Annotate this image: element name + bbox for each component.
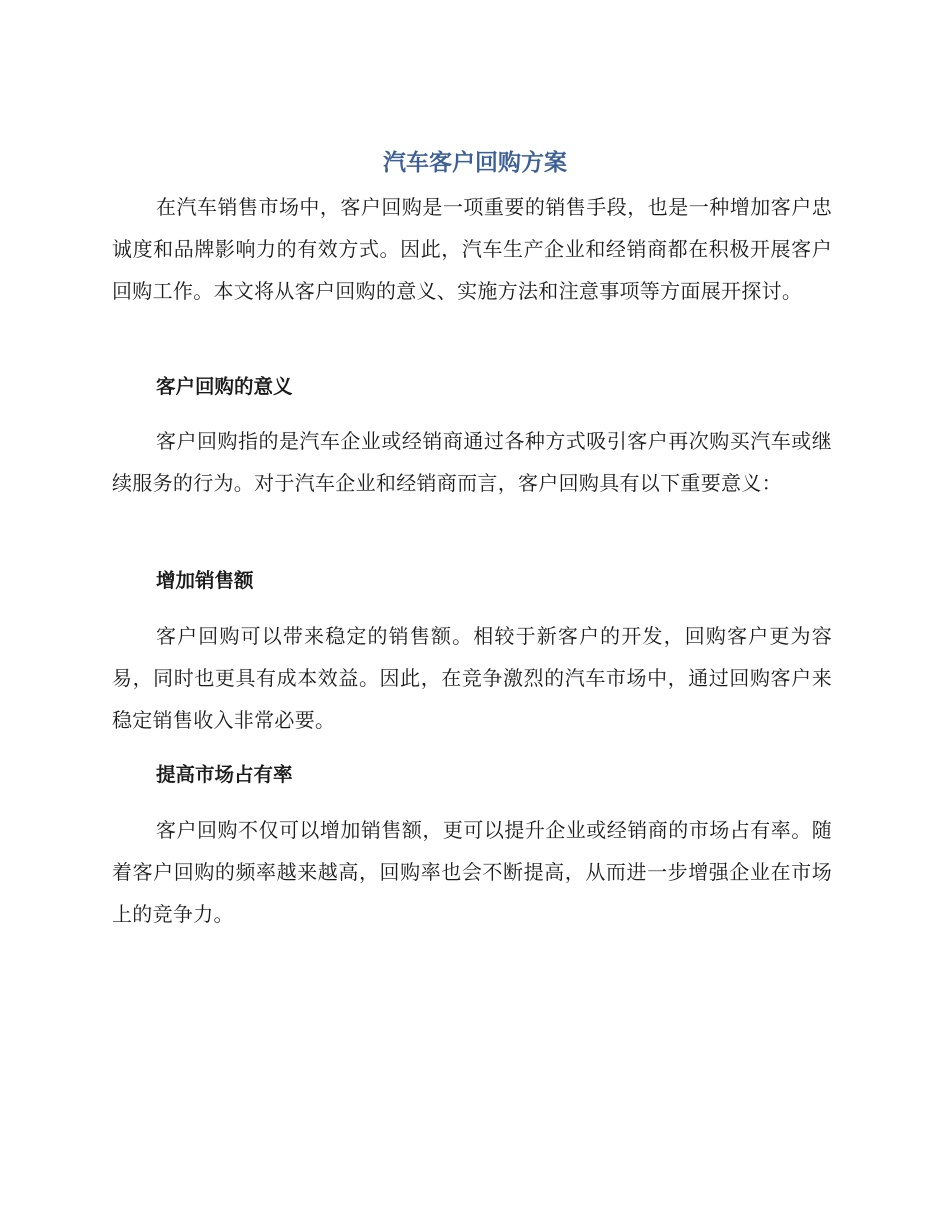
section-heading-meaning: 客户回购的意义 bbox=[156, 375, 293, 398]
section-heading-sales: 增加销售额 bbox=[156, 569, 254, 592]
section-paragraph-market-share: 客户回购不仅可以增加销售额，更可以提升企业或经销商的市场占有率。随着客户回购的频率越来越高，回购率也会不断提高，从而进一步增强企业在市场上的竞争力。 bbox=[112, 818, 832, 926]
section-paragraph-sales: 客户回购可以带来稳定的销售额。相较于新客户的开发，回购客户更为容易，同时也更具有成本效益。因此，在竞争激烈的汽车市场中，通过回购客户来稳定销售收入非常必要。 bbox=[112, 624, 832, 732]
document-title: 汽车客户回购方案 bbox=[383, 150, 567, 176]
section-paragraph-meaning: 客户回购指的是汽车企业或经销商通过各种方式吸引客户再次购买汽车或继续服务的行为。对于汽车企业和经销商而言，客户回购具有以下重要意义： bbox=[112, 429, 832, 495]
section-heading-market-share: 提高市场占有率 bbox=[156, 763, 293, 786]
intro-paragraph: 在汽车销售市场中，客户回购是一项重要的销售手段，也是一种增加客户忠诚度和品牌影响力的有效方式。因此，汽车生产企业和经销商都在积极开展客户回购工作。本文将从客户回购的意义、实施方法和注意事项等方面展开探讨。 bbox=[112, 195, 832, 303]
